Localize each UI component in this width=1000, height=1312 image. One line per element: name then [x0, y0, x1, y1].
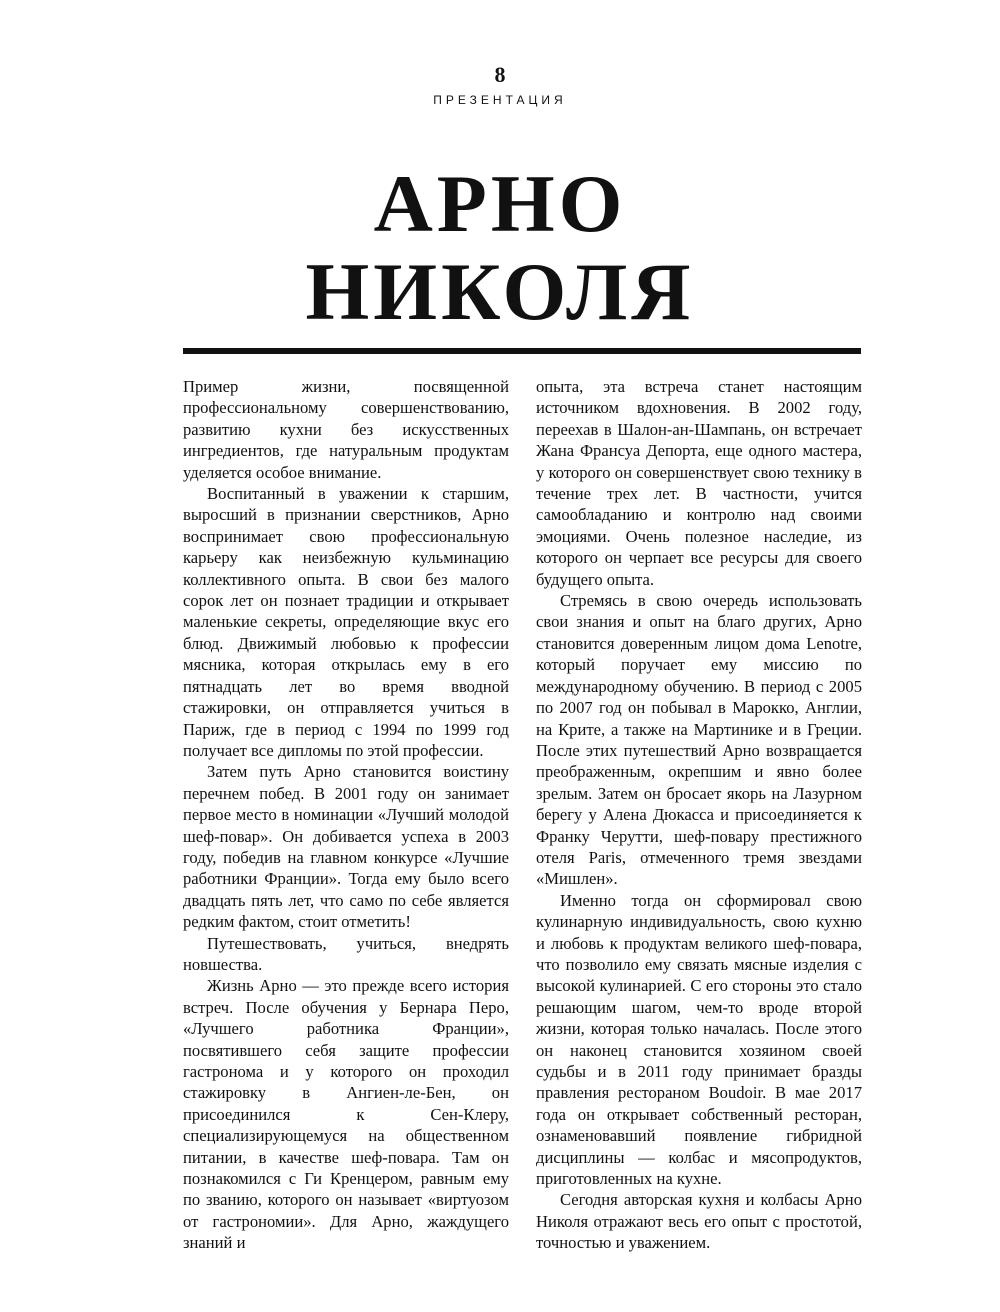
title-line-1: АРНО — [373, 158, 627, 249]
page-number: 8 — [494, 62, 506, 87]
title-divider — [183, 348, 861, 354]
paragraph: опыта, эта встреча станет настоящим источником вдохновения. В 2002 году, переехав в Шалон-ан-Шампань, он встречает Жана Франсуа Депорта, еще одного мастера, у которого он совершенствует свою технику в течение трех лет. В частности, учится самообладанию и контролю над своими эмоциями. Очень полезное наследие, из которого он черпает все ресурсы для своего будущего опыта. — [536, 377, 862, 589]
text-column-left — [183, 376, 509, 1254]
paragraph: Затем путь Арно становится воистину перечнем побед. В 2001 году он занимает первое место в номинации «Лучший молодой шеф-повар». Он добивается успеха в 2003 году, победив на главном конкурсе «Лучшие работники Франции». Тогда ему было всего двадцать пять лет, что само по себе является редким фактом, стоит отметить! — [183, 762, 509, 932]
paragraph: Пример жизни, посвященной профессиональному совершенствованию, развитию кухни без искусственных ингредиентов, где натуральным продуктам уделяется особое внимание. — [183, 377, 509, 482]
paragraph: Воспитанный в уважении к старшим, выросший в признании сверстников, Арно воспринимает свою профессиональную карьеру как неизбежную кульминацию коллективного опыта. В свои без малого сорок лет он познает традиции и открывает маленькие секреты, определяющие вкус его блюд. Движимый любовью к профессии мясника, которая открылась ему в его пятнадцать лет во время вводной стажировки, он отправляется учиться в Париж, где в период с 1994 по 1999 год получает все дипломы по этой профессии. — [183, 484, 509, 760]
paragraph: Сегодня авторская кухня и колбасы Арно Николя отражают весь его опыт с простотой, точностью и уважением. — [536, 1190, 862, 1253]
page-title — [0, 160, 1000, 336]
paragraph: Жизнь Арно — это прежде всего история встреч. После обучения у Бернара Перо, «Лучшего работника Франции», посвятившего себя защите профессии гастронома и у которого он проходил стажировку в Ангиен-ле-Бен, он присоединился к Сен-Клеру, специализирующемуся на общественном питании, в качестве шеф-повара. Там он познакомился с Ги Кренцером, равным ему по званию, которого он называет «виртуозом от гастрономии». Для Арно, жаждущего знаний и — [183, 976, 509, 1253]
text-column-right — [536, 376, 862, 1254]
paragraph: Путешествовать, учиться, внедрять новшества. — [183, 933, 509, 974]
paragraph: Стремясь в свою очередь использовать свои знания и опыт на благо других, Арно становится доверенным лицом дома Lenotre, который поручает ему миссию по международному обучению. В период с 2005 по 2007 год он побывал в Марокко, Англии, на Крите, а также на Мартинике и в Греции. После этих путешествий Арно возвращается преображенным, окрепшим и явно более зрелым. Затем он бросает якорь на Лазурном берегу у Алена Дюкасса и присоединяется к Франку Черутти, шеф-повару престижного отеля Paris, отмеченного тремя звездами «Мишлен». — [536, 591, 862, 889]
section-label: ПРЕЗЕНТАЦИЯ — [433, 93, 567, 107]
title-line-2: НИКОЛЯ — [305, 246, 695, 337]
paragraph: Именно тогда он сформировал свою кулинарную индивидуальность, свою кухню и любовь к продуктам великого шеф-повара, что позволило ему связать мясные изделия с высокой кулинарией. С его стороны это стало решающим шагом, чем-то вроде второй жизни, которая только началась. После этого он наконец становится хозяином своей судьбы и в 2011 году принимает бразды правления рестораном Boudoir. В мае 2017 года он открывает собственный ресторан, ознаменовавший появление гибридной дисциплины — колбас и мясопродуктов, приготовленных на кухне. — [536, 890, 862, 1189]
